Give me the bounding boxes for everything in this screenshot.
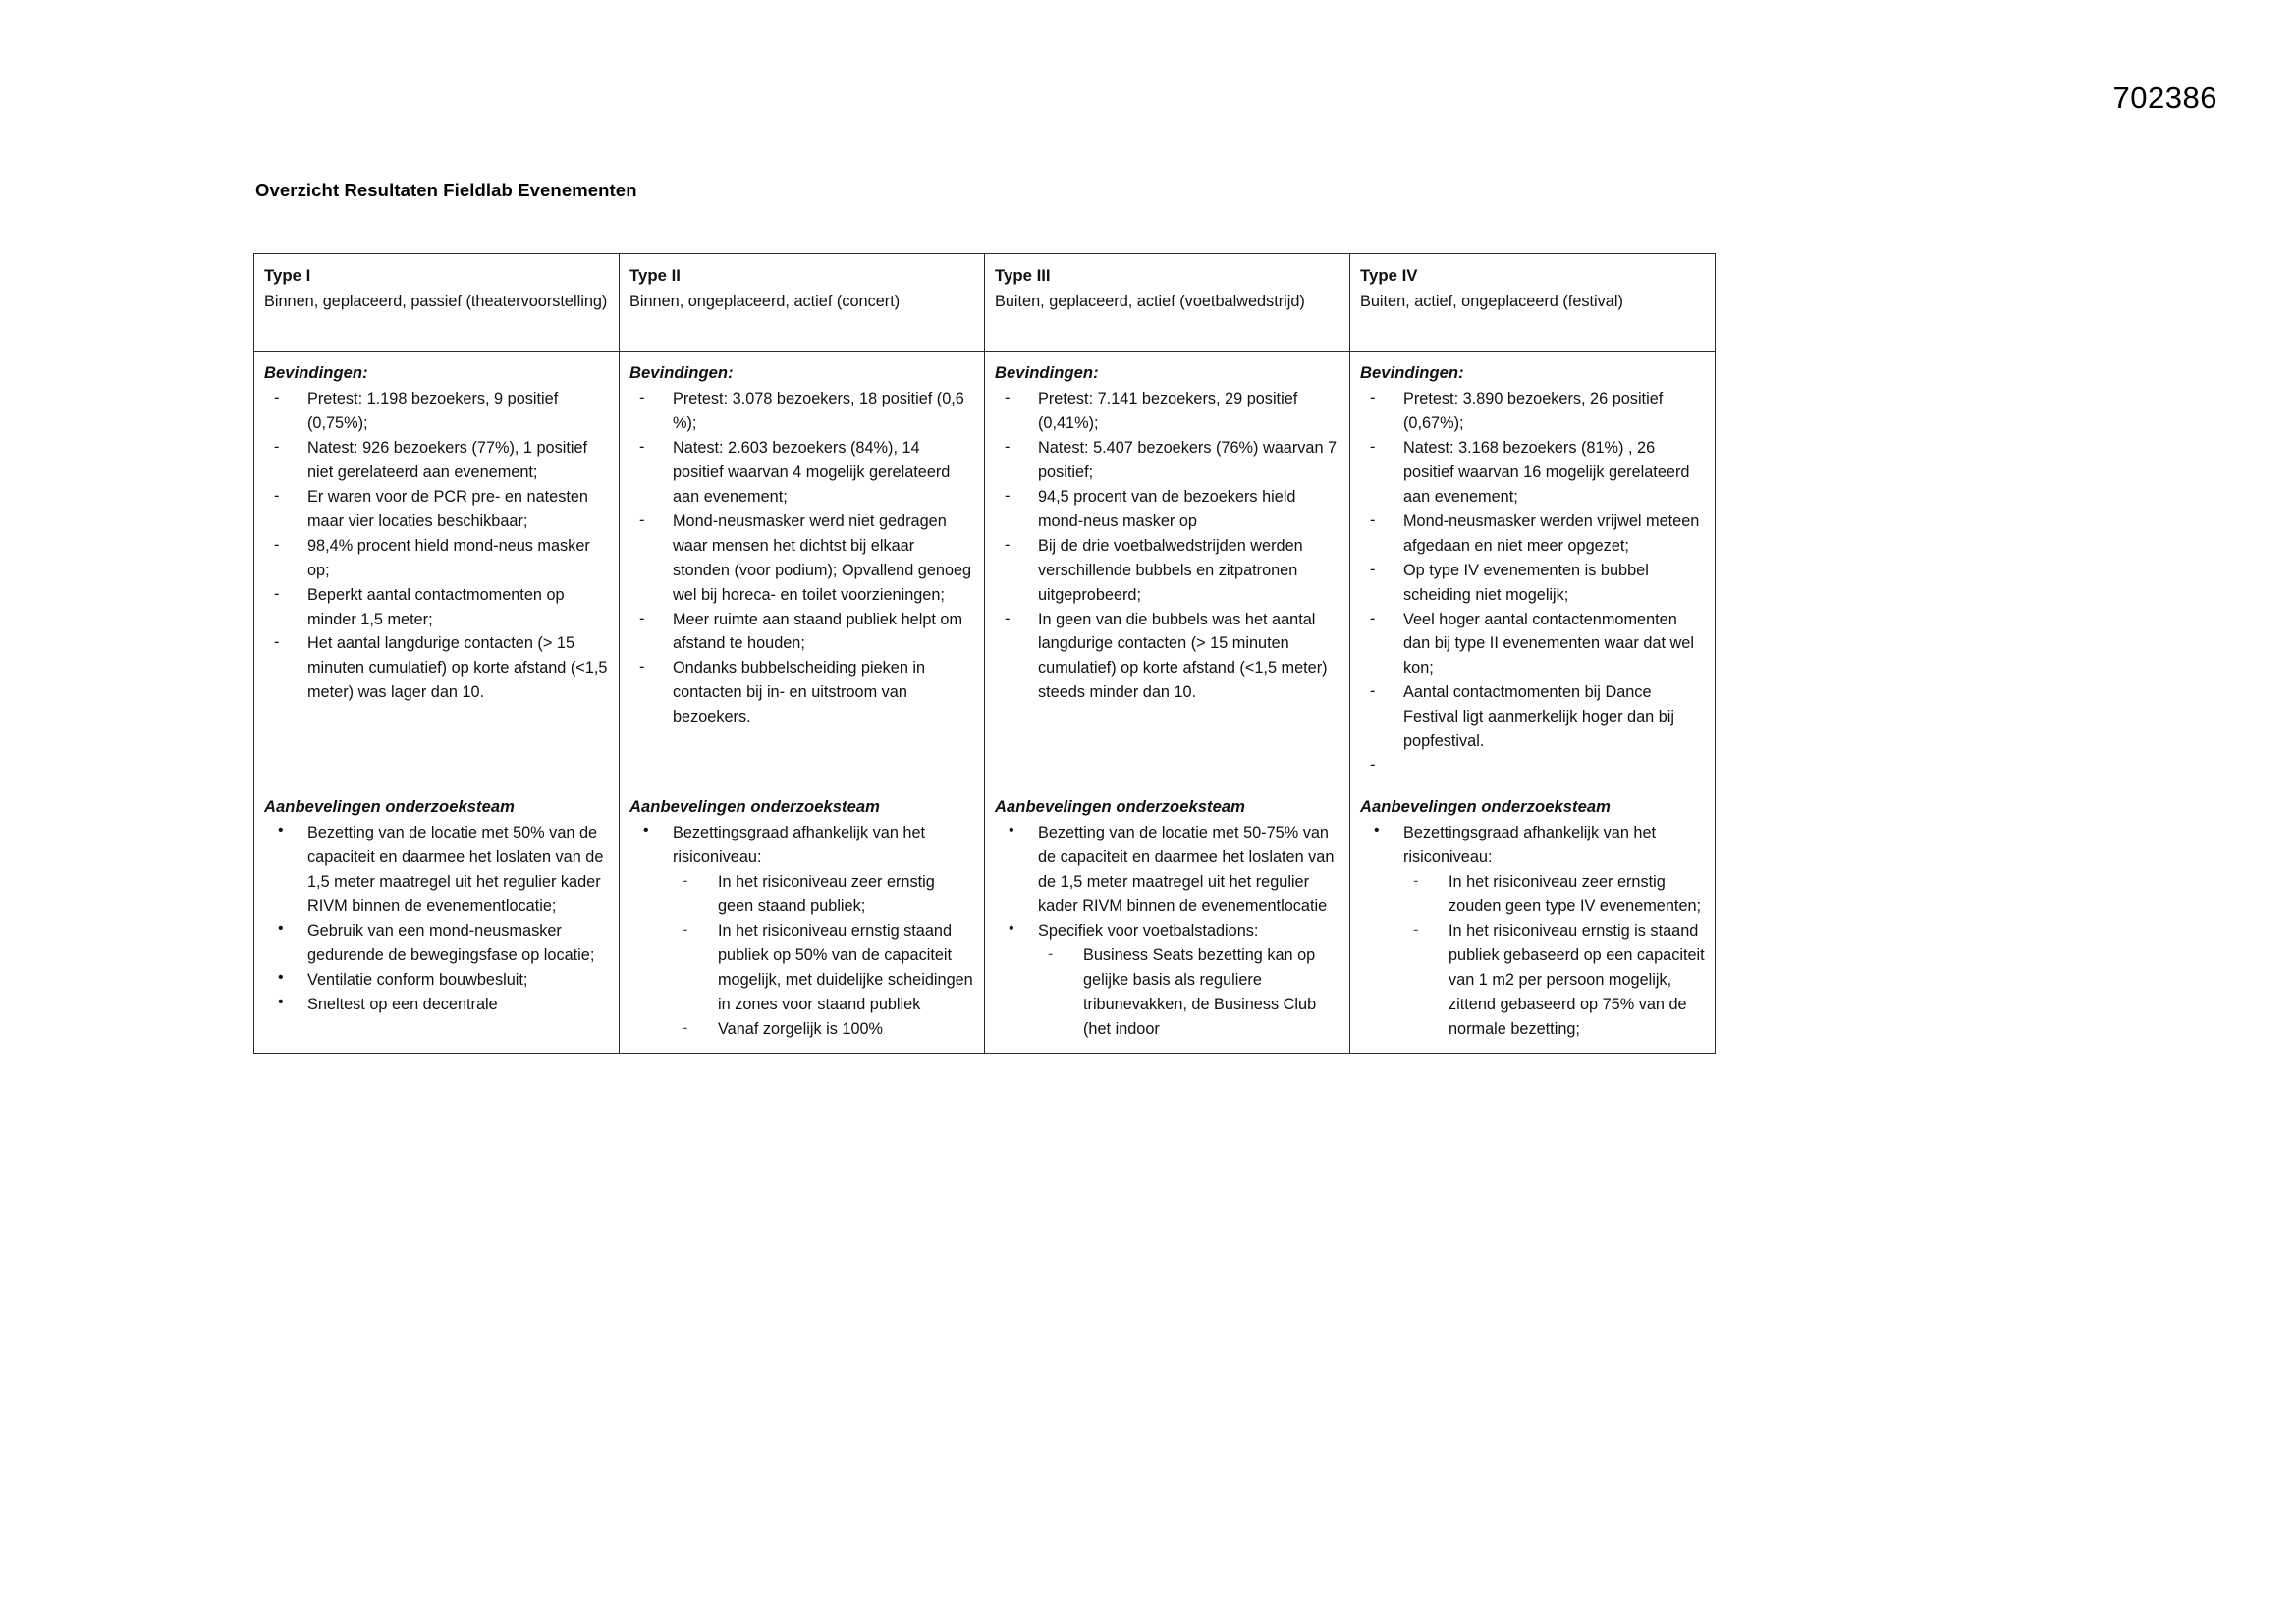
recommendation-subitem (673, 1017, 974, 1042)
findings-item-text: 98,4% procent hield mond-neus masker op; (307, 536, 590, 579)
findings-item-text: 94,5 procent van de bezoekers hield mond-neus masker op (1038, 487, 1296, 530)
recommendation-subitem (1038, 944, 1339, 1042)
dash-marker: - (1005, 438, 1011, 457)
findings-item-text: Het aantal langdurige contacten (> 15 minuten cumulatief) op korte afstand (<1,5 meter) was lager dan 10. (307, 634, 608, 702)
recommendation-item (264, 821, 609, 919)
bullet-marker: • (278, 919, 284, 937)
findings-item (1360, 680, 1705, 754)
findings-item-text: Mond-neusmasker werden vrijwel meteen afgedaan en niet meer opgezet; (1403, 512, 1700, 555)
type-description-1: Binnen, geplaceerd, passief (theatervoorstelling) (264, 292, 608, 310)
bullet-marker: • (278, 822, 284, 839)
findings-item-text: Natest: 2.603 bezoekers (84%), 14 positief waarvan 4 mogelijk gerelateerd aan evenement; (673, 439, 951, 506)
findings-item (629, 387, 974, 436)
findings-cell-2 (620, 352, 985, 785)
type-label-2: Type II (629, 266, 681, 285)
findings-item-text: Beperkt aantal contactmomenten op minder 1,5 meter; (307, 585, 565, 628)
findings-row (254, 352, 1716, 785)
findings-item-text: Meer ruimte aan staand publiek helpt om afstand te houden; (673, 610, 963, 653)
recommendation-item-text: Bezetting van de locatie met 50% van de capaciteit en daarmee het loslaten van de 1,5 meter maatregel uit het regulier kader RIVM binnen de evenementlocatie; (307, 824, 604, 916)
recommendation-item (995, 919, 1339, 1042)
recommendations-list-1 (264, 821, 609, 1016)
findings-item-text: Natest: 926 bezoekers (77%), 1 positief niet gerelateerd aan evenement; (307, 439, 588, 481)
findings-item (1360, 510, 1705, 559)
findings-item-text: Aantal contactmomenten bij Dance Festival ligt aanmerkelijk hoger dan bij popfestival. (1403, 683, 1675, 751)
findings-item-text: Pretest: 3.890 bezoekers, 26 positief (0,67%); (1403, 390, 1664, 433)
findings-heading-4: Bevindingen: (1360, 363, 1464, 382)
findings-item (264, 485, 609, 534)
findings-cell-4 (1350, 352, 1716, 785)
dash-marker: - (639, 389, 645, 407)
findings-item-empty (1360, 754, 1705, 774)
recommendation-sublist (673, 870, 974, 1041)
dash-marker: - (1370, 609, 1376, 627)
findings-item (264, 631, 609, 705)
recommendations-heading-1: Aanbevelingen onderzoeksteam (264, 797, 515, 817)
recommendations-heading-2: Aanbevelingen onderzoeksteam (629, 797, 880, 817)
bullet-marker: • (643, 822, 649, 839)
dash-marker: - (274, 438, 280, 457)
page-number: 702386 (2112, 81, 2217, 115)
findings-item (264, 436, 609, 485)
findings-list-2 (629, 387, 974, 730)
findings-item-text: In geen van die bubbels was het aantal langdurige contacten (> 15 minuten cumulatief) op korte afstand (<1,5 meter) steeds minder dan 10. (1038, 610, 1328, 702)
header-cell-type-3 (985, 254, 1350, 352)
recommendation-subitem-text: Vanaf zorgelijk is 100% (718, 1019, 884, 1038)
recommendation-subitem-text: In het risiconiveau zeer ernstig geen staand publiek; (718, 873, 935, 916)
dash-marker: - (274, 486, 280, 505)
recommendation-sublist (1403, 870, 1705, 1041)
findings-item (264, 387, 609, 436)
recommendations-list-3 (995, 821, 1339, 1041)
findings-item (995, 485, 1339, 534)
dash-marker: - (1370, 756, 1376, 775)
findings-item (995, 436, 1339, 485)
findings-heading-2: Bevindingen: (629, 363, 734, 382)
findings-item-text: Pretest: 1.198 bezoekers, 9 positief (0,75%); (307, 390, 559, 433)
recommendation-item-text: Bezettingsgraad afhankelijk van het risiconiveau: (673, 824, 926, 867)
recommendations-cell-2 (620, 785, 985, 1054)
recommendations-cell-1 (254, 785, 620, 1054)
recommendation-subitem (673, 919, 974, 1017)
findings-item (995, 534, 1339, 608)
findings-item (1360, 436, 1705, 510)
recommendation-item-text: Bezetting van de locatie met 50-75% van de capaciteit en daarmee het loslaten van de 1,5 meter maatregel uit het regulier kader RIVM binnen de evenementlocatie (1038, 824, 1335, 916)
header-cell-type-2 (620, 254, 985, 352)
dash-marker: - (1370, 682, 1376, 701)
dash-marker: - (1005, 486, 1011, 505)
findings-item-text: Pretest: 3.078 bezoekers, 18 positief (0,6 %); (673, 390, 964, 433)
dash-marker: - (1413, 920, 1419, 939)
findings-heading-1: Bevindingen: (264, 363, 368, 382)
dash-marker: - (683, 872, 688, 891)
recommendations-cell-3 (985, 785, 1350, 1054)
dash-marker: - (1370, 511, 1376, 529)
dash-marker: - (1048, 945, 1054, 963)
recommendations-list-4 (1360, 821, 1705, 1041)
findings-list-1 (264, 387, 609, 705)
recommendations-row (254, 785, 1716, 1054)
dash-marker: - (1370, 389, 1376, 407)
recommendation-subitem-text: In het risiconiveau zeer ernstig zouden geen type IV evenementen; (1449, 873, 1702, 916)
dash-marker: - (639, 658, 645, 677)
recommendation-subitem-text: Business Seats bezetting kan op gelijke basis als reguliere tribunevakken, de Business Club (het indoor (1083, 946, 1317, 1038)
dash-marker: - (1005, 535, 1011, 554)
findings-item-text: Bij de drie voetbalwedstrijden werden verschillende bubbels en zitpatronen uitgeprobeerd; (1038, 536, 1303, 604)
findings-list-4 (1360, 387, 1705, 774)
recommendation-item (1360, 821, 1705, 1041)
recommendations-heading-3: Aanbevelingen onderzoeksteam (995, 797, 1245, 817)
recommendation-subitem (1403, 919, 1705, 1042)
findings-heading-3: Bevindingen: (995, 363, 1099, 382)
recommendation-sublist (1038, 944, 1339, 1042)
bullet-marker: • (278, 993, 284, 1010)
type-description-2: Binnen, ongeplaceerd, actief (concert) (629, 292, 901, 310)
dash-marker: - (1370, 560, 1376, 578)
recommendation-item-text: Specifiek voor voetbalstadions: (1038, 921, 1259, 940)
recommendation-item (264, 919, 609, 968)
header-cell-type-4 (1350, 254, 1716, 352)
findings-item-text: Natest: 3.168 bezoekers (81%) , 26 positief waarvan 16 mogelijk gerelateerd aan evenement; (1403, 439, 1690, 506)
type-label-1: Type I (264, 266, 311, 285)
recommendation-item (264, 993, 609, 1017)
recommendation-item-text: Sneltest op een decentrale (307, 995, 498, 1013)
findings-item-text: Op type IV evenementen is bubbel scheiding niet mogelijk; (1403, 561, 1649, 604)
findings-item (629, 656, 974, 730)
recommendation-item (264, 968, 609, 993)
bullet-marker: • (1009, 919, 1014, 937)
recommendation-item (629, 821, 974, 1041)
table-header-row (254, 254, 1716, 352)
findings-item-text: Veel hoger aantal contactenmomenten dan bij type II evenementen waar dat wel kon; (1403, 610, 1694, 677)
recommendation-subitem (673, 870, 974, 919)
dash-marker: - (274, 584, 280, 603)
dash-marker: - (274, 633, 280, 652)
findings-item (629, 436, 974, 510)
results-table (253, 253, 1716, 1054)
findings-item (264, 534, 609, 583)
type-description-3: Buiten, geplaceerd, actief (voetbalwedstrijd) (995, 292, 1305, 310)
dash-marker: - (683, 920, 688, 939)
type-description-4: Buiten, actief, ongeplaceerd (festival) (1360, 292, 1623, 310)
dash-marker: - (639, 438, 645, 457)
findings-cell-3 (985, 352, 1350, 785)
results-table-container (253, 253, 1705, 1054)
dash-marker: - (1413, 872, 1419, 891)
findings-item (264, 583, 609, 632)
recommendations-list-2 (629, 821, 974, 1041)
recommendations-cell-4 (1350, 785, 1716, 1054)
dash-marker: - (639, 511, 645, 529)
findings-item (995, 387, 1339, 436)
findings-item (629, 510, 974, 608)
recommendation-subitem-text: In het risiconiveau ernstig staand publiek op 50% van de capaciteit mogelijk, met duidelijke scheidingen in zones voor staand publiek (718, 921, 973, 1013)
recommendation-subitem-text: In het risiconiveau ernstig is staand publiek gebaseerd op een capaciteit van 1 m2 per persoon mogelijk, zittend gebaseerd op 75% van de normale bezetting; (1449, 921, 1705, 1038)
findings-item-text: Ondanks bubbelscheiding pieken in contacten bij in- en uitstroom van bezoekers. (673, 659, 926, 727)
type-label-3: Type III (995, 266, 1051, 285)
recommendation-item-text: Bezettingsgraad afhankelijk van het risiconiveau: (1403, 824, 1657, 867)
dash-marker: - (639, 609, 645, 627)
recommendation-item-text: Ventilatie conform bouwbesluit; (307, 970, 528, 989)
bullet-marker: • (1374, 822, 1380, 839)
findings-item (1360, 608, 1705, 681)
findings-item (629, 608, 974, 657)
findings-item (1360, 559, 1705, 608)
findings-list-3 (995, 387, 1339, 705)
recommendation-item (995, 821, 1339, 919)
findings-item (1360, 387, 1705, 436)
dash-marker: - (1005, 609, 1011, 627)
recommendation-item-text: Gebruik van een mond-neusmasker gedurende de bewegingsfase op locatie; (307, 921, 595, 964)
recommendation-subitem (1403, 870, 1705, 919)
type-label-4: Type IV (1360, 266, 1418, 285)
dash-marker: - (1005, 389, 1011, 407)
recommendations-heading-4: Aanbevelingen onderzoeksteam (1360, 797, 1611, 817)
findings-item-text: Mond-neusmasker werd niet gedragen waar mensen het dichtst bij elkaar stonden (voor podium); Opvallend genoeg wel bij horeca- en toilet voorzieningen; (673, 512, 972, 604)
dash-marker: - (1370, 438, 1376, 457)
bullet-marker: • (1009, 822, 1014, 839)
findings-item-text: Natest: 5.407 bezoekers (76%) waarvan 7 positief; (1038, 439, 1338, 481)
bullet-marker: • (278, 968, 284, 986)
findings-item-text: Er waren voor de PCR pre- en natesten maar vier locaties beschikbaar; (307, 487, 588, 530)
findings-item (995, 608, 1339, 706)
dash-marker: - (274, 535, 280, 554)
findings-cell-1 (254, 352, 620, 785)
header-cell-type-1 (254, 254, 620, 352)
page-title: Overzicht Resultaten Fieldlab Evenementen (255, 180, 637, 200)
dash-marker: - (683, 1018, 688, 1037)
findings-item-text: Pretest: 7.141 bezoekers, 29 positief (0,41%); (1038, 390, 1298, 433)
dash-marker: - (274, 389, 280, 407)
